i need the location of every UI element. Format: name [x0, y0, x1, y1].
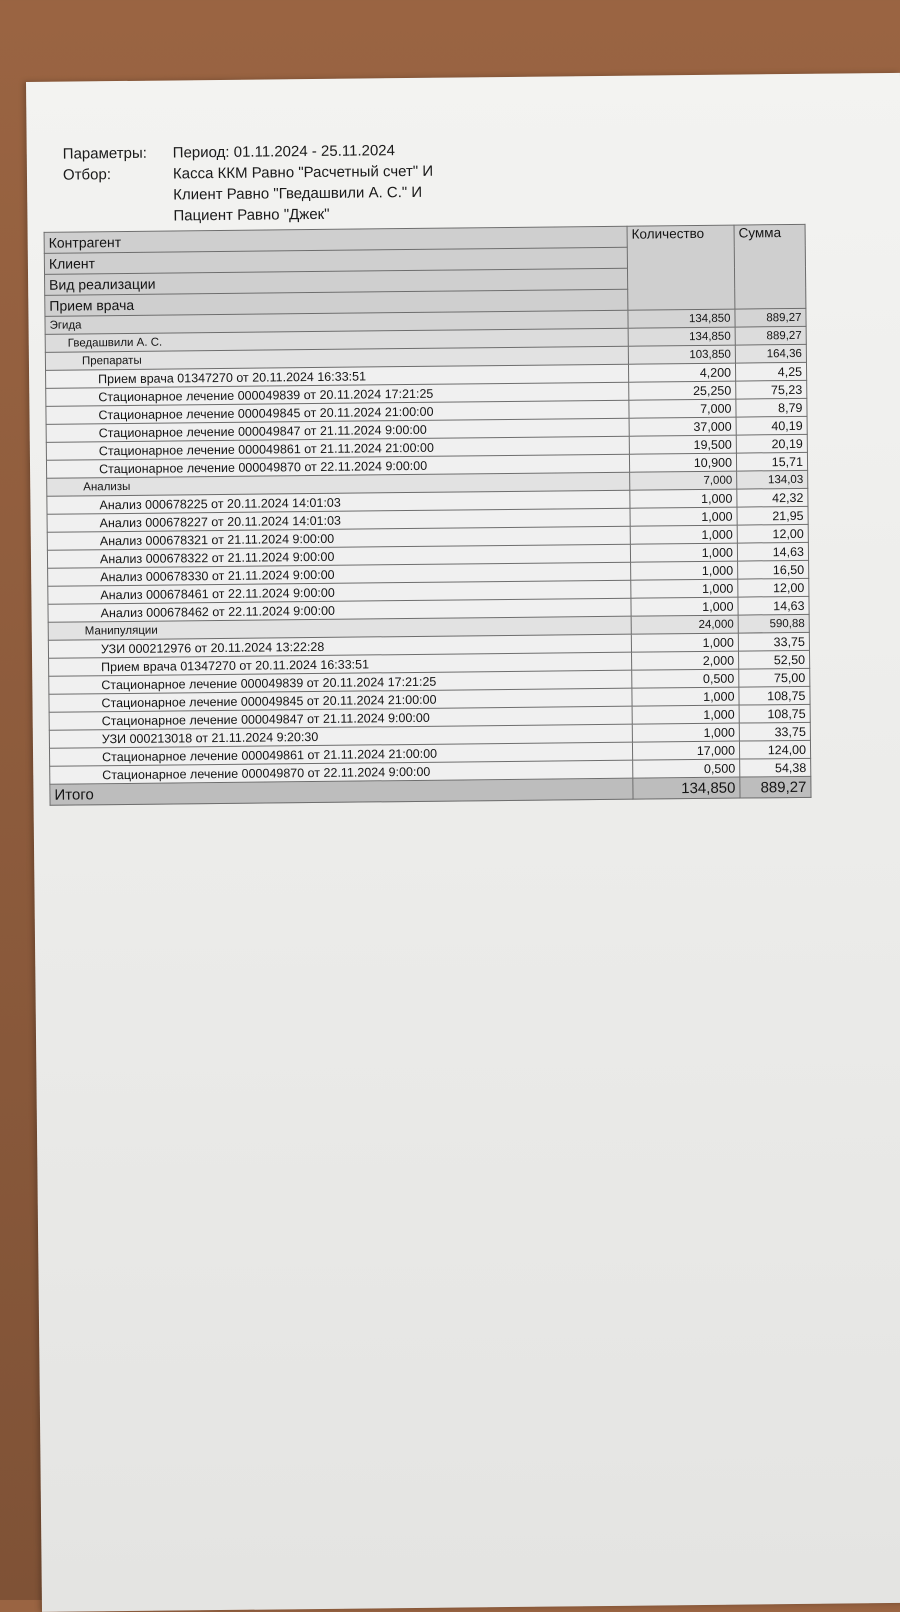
row-sum: 75,23 — [736, 380, 807, 399]
row-sum: 164,36 — [735, 344, 806, 363]
row-qty: 1,000 — [632, 687, 739, 706]
row-name: Стационарное лечение 000049845 от 20.11.2024 21:00:00 — [49, 688, 632, 712]
row-sum: 20,19 — [736, 434, 807, 453]
row-qty: 1,000 — [630, 525, 737, 544]
row-sum: 15,71 — [736, 452, 807, 471]
sales-report-table — [44, 224, 812, 806]
row-sum: 42,32 — [737, 488, 808, 507]
row-qty: 1,000 — [630, 543, 737, 562]
row-qty: 1,000 — [632, 705, 739, 724]
row-sum: 590,88 — [738, 614, 809, 633]
row-name: Стационарное лечение 000049847 от 21.11.2024 9:00:00 — [49, 706, 632, 730]
row-name: Стационарное лечение 000049847 от 21.11.2024 9:00:00 — [46, 418, 629, 442]
row-name: УЗИ 000213018 от 21.11.2024 9:20:30 — [49, 724, 632, 748]
period-value: Период: 01.11.2024 - 25.11.2024 — [172, 142, 396, 162]
row-qty: 1,000 — [631, 561, 738, 580]
row-name: Анализы — [47, 472, 630, 496]
header-group-level: Контрагент — [44, 226, 627, 253]
row-qty: 10,900 — [629, 453, 736, 472]
total-label: Итого — [50, 778, 633, 805]
row-qty: 1,000 — [630, 507, 737, 526]
row-qty: 17,000 — [632, 741, 739, 760]
row-qty: 1,000 — [631, 597, 738, 616]
row-name: Стационарное лечение 000049870 от 22.11.2024 9:00:00 — [50, 760, 633, 784]
row-qty: 7,000 — [629, 399, 736, 418]
row-qty: 19,500 — [629, 435, 736, 454]
row-name: Гведашвили А. С. — [45, 328, 628, 352]
header-group-level: Клиент — [44, 247, 627, 274]
total-sum: 889,27 — [740, 776, 811, 798]
row-name: Анализ 000678225 от 20.11.2024 14:01:03 — [47, 490, 630, 514]
row-qty: 0,500 — [632, 669, 739, 688]
row-name: Стационарное лечение 000049861 от 21.11.2024 21:00:00 — [46, 436, 629, 460]
row-name: Стационарное лечение 000049861 от 21.11.2024 21:00:00 — [49, 742, 632, 766]
row-sum: 33,75 — [738, 632, 809, 651]
total-qty: 134,850 — [633, 777, 740, 799]
row-name: Прием врача 01347270 от 20.11.2024 16:33:51 — [46, 364, 629, 388]
row-sum: 14,63 — [737, 542, 808, 561]
row-sum: 889,27 — [735, 308, 806, 327]
header-qty: Количество — [627, 225, 735, 310]
row-qty: 37,000 — [629, 417, 736, 436]
row-sum: 134,03 — [737, 470, 808, 489]
row-name: Анализ 000678322 от 21.11.2024 9:00:00 — [47, 544, 630, 568]
row-qty: 2,000 — [632, 651, 739, 670]
row-sum: 14,63 — [738, 596, 809, 615]
row-sum: 889,27 — [735, 326, 806, 345]
row-name: Стационарное лечение 000049845 от 20.11.2024 21:00:00 — [46, 400, 629, 424]
row-qty: 1,000 — [630, 489, 737, 508]
row-qty: 1,000 — [632, 723, 739, 742]
row-sum: 12,00 — [738, 578, 809, 597]
row-qty: 1,000 — [631, 579, 738, 598]
row-qty: 0,500 — [633, 759, 740, 778]
filter-line: Клиент Равно "Гведашвили А. С." И — [173, 183, 423, 204]
row-sum: 124,00 — [739, 740, 810, 759]
row-name: Манипуляции — [48, 616, 631, 640]
row-name: Стационарное лечение 000049870 от 22.11.2024 9:00:00 — [46, 454, 629, 478]
filter-label: Отбор: — [62, 166, 112, 184]
row-name: Анализ 000678321 от 21.11.2024 9:00:00 — [47, 526, 630, 550]
row-sum: 8,79 — [736, 398, 807, 417]
row-qty: 7,000 — [630, 471, 737, 490]
row-name: Эгида — [45, 310, 628, 334]
row-qty: 4,200 — [628, 363, 735, 382]
row-sum: 52,50 — [738, 650, 809, 669]
row-sum: 108,75 — [739, 686, 810, 705]
row-qty: 24,000 — [631, 615, 738, 634]
row-name: УЗИ 000212976 от 20.11.2024 13:22:28 — [48, 634, 631, 658]
row-name: Прием врача 01347270 от 20.11.2024 16:33:51 — [49, 652, 632, 676]
row-qty: 134,850 — [628, 327, 735, 346]
row-sum: 12,00 — [737, 524, 808, 543]
row-name: Анализ 000678330 от 21.11.2024 9:00:00 — [48, 562, 631, 586]
row-qty: 134,850 — [628, 309, 735, 328]
row-name: Анализ 000678227 от 20.11.2024 14:01:03 — [47, 508, 630, 532]
row-name: Стационарное лечение 000049839 от 20.11.2024 17:21:25 — [49, 670, 632, 694]
printed-report-page — [26, 73, 900, 1612]
row-name: Стационарное лечение 000049839 от 20.11.2024 17:21:25 — [46, 382, 629, 406]
row-sum: 108,75 — [739, 704, 810, 723]
row-name: Анализ 000678462 от 22.11.2024 9:00:00 — [48, 598, 631, 622]
row-sum: 33,75 — [739, 722, 810, 741]
row-sum: 40,19 — [736, 416, 807, 435]
row-qty: 103,850 — [628, 345, 735, 364]
header-group-level: Вид реализации — [45, 268, 628, 295]
row-sum: 54,38 — [740, 758, 811, 777]
row-name: Препараты — [45, 346, 628, 370]
row-sum: 4,25 — [735, 362, 806, 381]
row-qty: 1,000 — [631, 633, 738, 652]
params-label: Параметры: — [62, 144, 147, 163]
row-sum: 16,50 — [738, 560, 809, 579]
report-parameters — [63, 140, 434, 228]
header-group-level: Прием врача — [45, 289, 628, 316]
header-sum: Сумма — [734, 224, 806, 309]
row-sum: 21,95 — [737, 506, 808, 525]
row-qty: 25,250 — [629, 381, 736, 400]
row-name: Анализ 000678461 от 22.11.2024 9:00:00 — [48, 580, 631, 604]
row-sum: 75,00 — [739, 668, 810, 687]
filter-line: Пациент Равно "Джек" — [173, 205, 330, 225]
filter-line: Касса ККМ Равно "Расчетный счет" И — [172, 162, 434, 183]
